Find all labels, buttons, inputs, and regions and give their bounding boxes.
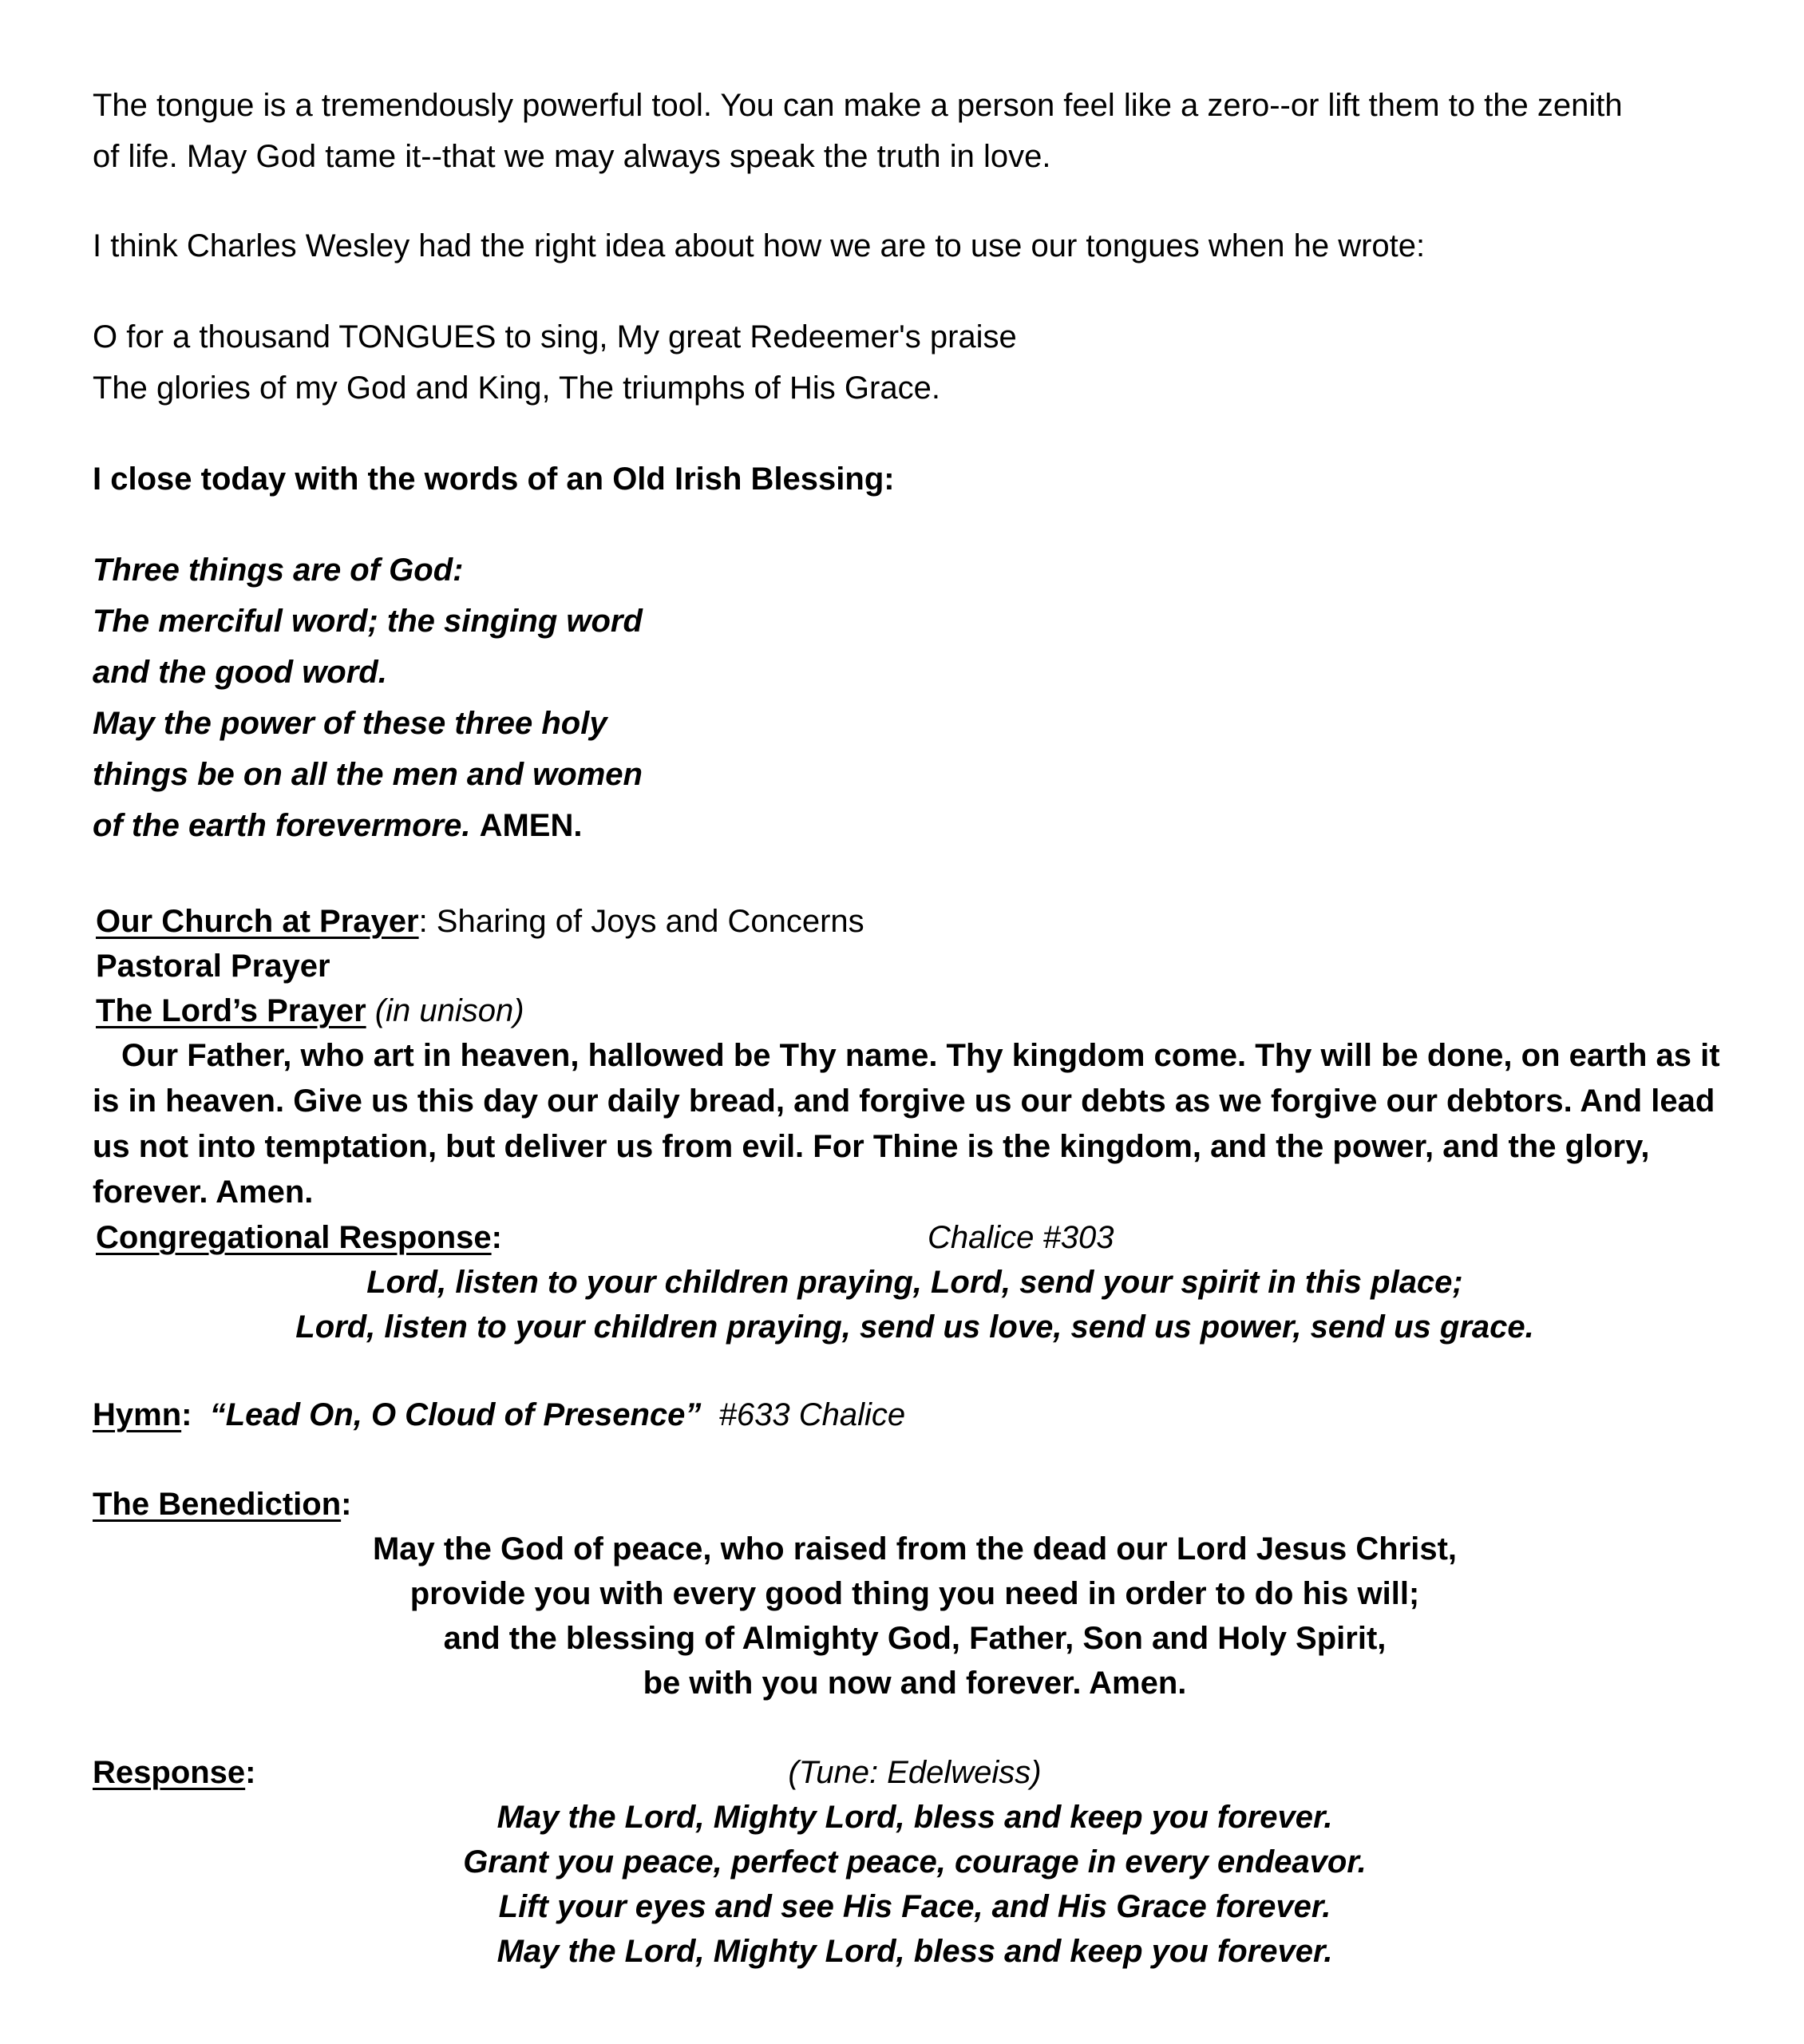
intro-line-1: The tongue is a tremendously powerful tool. You can make a person feel like a zero--or lift them to the zenith xyxy=(93,88,1623,123)
response-verse-line: Lord, listen to your children praying, send us love, send us power, send us grace. xyxy=(295,1309,1534,1345)
hymn-quote-line-1: O for a thousand TONGUES to sing, My great Redeemer's praise xyxy=(93,319,1017,355)
hymn-quote-line-2: The glories of my God and King, The triumphs of His Grace. xyxy=(93,370,940,406)
response-tune: (Tune: Edelweiss) xyxy=(788,1755,1042,1790)
benediction-heading xyxy=(93,1483,351,1525)
blessing-last-line xyxy=(93,805,582,846)
hymn-ref: #633 Chalice xyxy=(718,1397,906,1432)
response-line: Grant you peace, perfect peace, courage in every endeavor. xyxy=(463,1844,1367,1880)
congregational-response-heading xyxy=(96,1217,502,1258)
response-line: May the Lord, Mighty Lord, bless and keep you forever. xyxy=(496,1934,1333,1969)
blessing-last-text: of the earth forevermore. xyxy=(93,808,471,843)
blessing-line: things be on all the men and women xyxy=(93,757,643,792)
congregational-response-ref: Chalice #303 xyxy=(928,1220,1114,1255)
hymn-colon: : xyxy=(181,1397,192,1432)
church-at-prayer-text: : Sharing of Joys and Concerns xyxy=(418,904,864,939)
benediction-colon: : xyxy=(341,1487,352,1522)
response-label: Response xyxy=(93,1755,246,1790)
benediction-line: provide you with every good thing you need in order to do his will; xyxy=(409,1576,1420,1611)
hymn-line xyxy=(93,1394,905,1436)
intro-line-2: of life. May God tame it--that we may always speak the truth in love. xyxy=(93,139,1051,174)
lords-prayer-text: Our Father, who art in heaven, hallowed be Thy name. Thy kingdom come. Thy will be done, on earth as it is in heaven. Give us this day our daily bread, and forgive us our debts as we forgive our debtors. And lead us not into temptation, but deliver us from evil. For Thine is the kingdom, and the power, and the glory, forever. Amen. xyxy=(93,1038,1720,1210)
hymn-label: Hymn xyxy=(93,1397,182,1432)
pastoral-prayer: Pastoral Prayer xyxy=(96,949,330,984)
lords-prayer-note: (in unison) xyxy=(374,993,524,1028)
response-colon: : xyxy=(245,1755,256,1790)
benediction-line: and the blessing of Almighty God, Father, Son and Holy Spirit, xyxy=(443,1621,1387,1656)
benediction-line: May the God of peace, who raised from the dead our Lord Jesus Christ, xyxy=(372,1531,1458,1567)
response-line: Lift your eyes and see His Face, and His Grace forever. xyxy=(498,1889,1331,1924)
response-verse-line: Lord, listen to your children praying, Lord, send your spirit in this place; xyxy=(366,1265,1463,1300)
benediction-label: The Benediction xyxy=(93,1487,342,1522)
blessing-line: The merciful word; the singing word xyxy=(93,604,643,639)
church-at-prayer-line xyxy=(96,901,864,942)
blessing-line: Three things are of God: xyxy=(93,553,464,588)
blessing-amen: AMEN. xyxy=(479,808,583,843)
congregational-response-label: Congregational Response xyxy=(96,1220,492,1255)
wesley-intro: I think Charles Wesley had the right idea about how we are to use our tongues when he wrote: xyxy=(93,228,1426,263)
blessing-line: and the good word. xyxy=(93,655,387,690)
lords-prayer-heading xyxy=(96,990,524,1032)
hymn-title: “Lead On, O Cloud of Presence” xyxy=(209,1397,702,1432)
lords-prayer-label: The Lord’s Prayer xyxy=(96,993,366,1028)
benediction-line: be with you now and forever. Amen. xyxy=(643,1666,1187,1701)
blessing-heading: I close today with the words of an Old Irish Blessing: xyxy=(93,461,895,497)
blessing-line: May the power of these three holy xyxy=(93,706,607,741)
response-line: May the Lord, Mighty Lord, bless and keep you forever. xyxy=(496,1800,1333,1835)
church-at-prayer-label: Our Church at Prayer xyxy=(96,904,419,939)
congregational-response-colon: : xyxy=(491,1220,502,1255)
